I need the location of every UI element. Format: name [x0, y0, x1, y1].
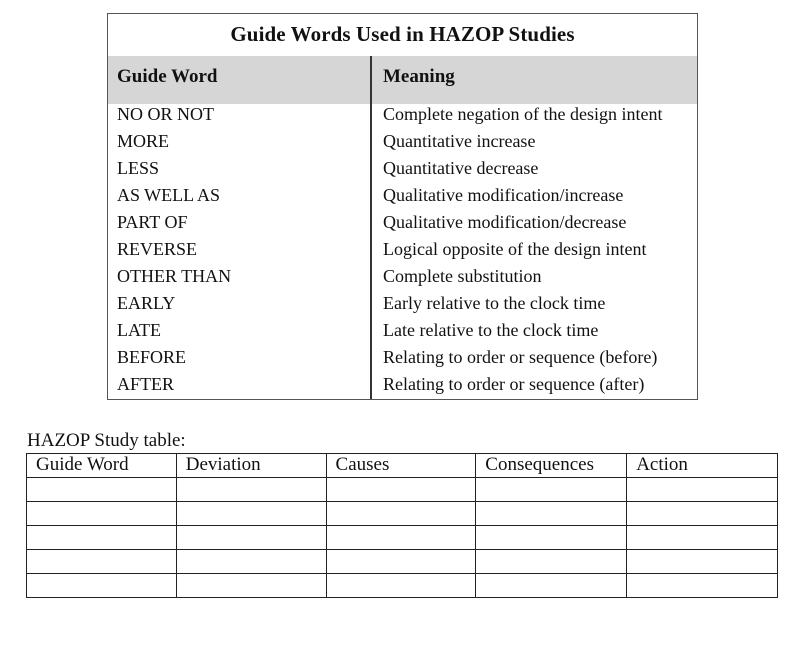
guide-row	[108, 103, 697, 130]
study-table-cell[interactable]	[326, 502, 476, 526]
study-table-cell[interactable]	[27, 502, 177, 526]
guide-word: MORE	[117, 131, 170, 151]
header-meaning: Meaning	[383, 66, 455, 87]
study-table-cell[interactable]	[27, 526, 177, 550]
study-table-cell[interactable]	[326, 478, 476, 502]
study-table-cell[interactable]	[27, 574, 177, 598]
study-table-row	[27, 526, 778, 550]
guide-meaning: Qualitative modification/increase	[383, 185, 624, 205]
study-table-cell[interactable]	[27, 478, 177, 502]
study-table-cell[interactable]	[476, 526, 627, 550]
study-table-cell[interactable]	[176, 574, 326, 598]
guide-row	[108, 292, 697, 319]
study-column-header: Action	[627, 454, 778, 478]
guide-row	[108, 211, 697, 238]
guide-table-title: Guide Words Used in HAZOP Studies	[230, 22, 575, 46]
study-column-header: Consequences	[476, 454, 627, 478]
study-table-row	[27, 502, 778, 526]
guide-meaning: Complete substitution	[383, 266, 542, 286]
guide-meaning: Early relative to the clock time	[383, 293, 606, 313]
guide-word: BEFORE	[117, 347, 187, 367]
guide-word: OTHER THAN	[117, 266, 232, 286]
guide-meaning: Quantitative increase	[383, 131, 536, 151]
guide-row	[108, 130, 697, 157]
guide-word: EARLY	[117, 293, 176, 313]
study-table-header-row	[27, 454, 778, 478]
guide-word: NO OR NOT	[117, 104, 214, 124]
study-table-cell[interactable]	[627, 502, 778, 526]
study-table-cell[interactable]	[476, 574, 627, 598]
study-table-cell[interactable]	[326, 550, 476, 574]
header-guide-word: Guide Word	[117, 66, 218, 87]
study-table-body	[27, 478, 778, 598]
study-table-cell[interactable]	[176, 478, 326, 502]
guide-row	[108, 373, 697, 400]
guide-meaning: Qualitative modification/decrease	[383, 212, 627, 232]
guide-meaning: Logical opposite of the design intent	[383, 239, 647, 259]
study-table-cell[interactable]	[176, 550, 326, 574]
study-column-header: Guide Word	[27, 454, 177, 478]
study-table-cell[interactable]	[627, 550, 778, 574]
study-table-cell[interactable]	[176, 502, 326, 526]
study-table-cell[interactable]	[627, 478, 778, 502]
study-table-cell[interactable]	[627, 574, 778, 598]
study-column-header: Causes	[326, 454, 476, 478]
guide-word: LESS	[117, 158, 160, 178]
guide-meaning: Relating to order or sequence (after)	[383, 374, 645, 394]
guide-row	[108, 319, 697, 346]
study-table-row	[27, 550, 778, 574]
guide-meaning: Complete negation of the design intent	[383, 104, 663, 124]
study-table-cell[interactable]	[476, 478, 627, 502]
guide-word: PART OF	[117, 212, 188, 232]
guide-row	[108, 157, 697, 184]
study-column-header: Deviation	[176, 454, 326, 478]
guide-word: REVERSE	[117, 239, 198, 259]
study-table-cell[interactable]	[176, 526, 326, 550]
guide-table-rows	[108, 103, 697, 400]
guide-row	[108, 346, 697, 373]
guide-words-figure	[107, 13, 698, 400]
guide-word: AFTER	[117, 374, 175, 394]
study-table-cell[interactable]	[326, 574, 476, 598]
guide-row	[108, 238, 697, 265]
study-table-cell[interactable]	[326, 526, 476, 550]
study-table-cell[interactable]	[476, 550, 627, 574]
guide-meaning: Quantitative decrease	[383, 158, 539, 178]
guide-row	[108, 265, 697, 292]
guide-word: LATE	[117, 320, 161, 340]
guide-meaning: Late relative to the clock time	[383, 320, 599, 340]
study-table-cell[interactable]	[27, 550, 177, 574]
study-table-label: HAZOP Study table:	[27, 430, 186, 451]
guide-table-header	[108, 56, 697, 104]
study-table-row	[27, 478, 778, 502]
study-table-cell[interactable]	[627, 526, 778, 550]
guide-word: AS WELL AS	[117, 185, 221, 205]
study-table-row	[27, 574, 778, 598]
study-table-cell[interactable]	[476, 502, 627, 526]
guide-row	[108, 184, 697, 211]
hazop-study-table	[26, 453, 778, 598]
guide-meaning: Relating to order or sequence (before)	[383, 347, 658, 367]
